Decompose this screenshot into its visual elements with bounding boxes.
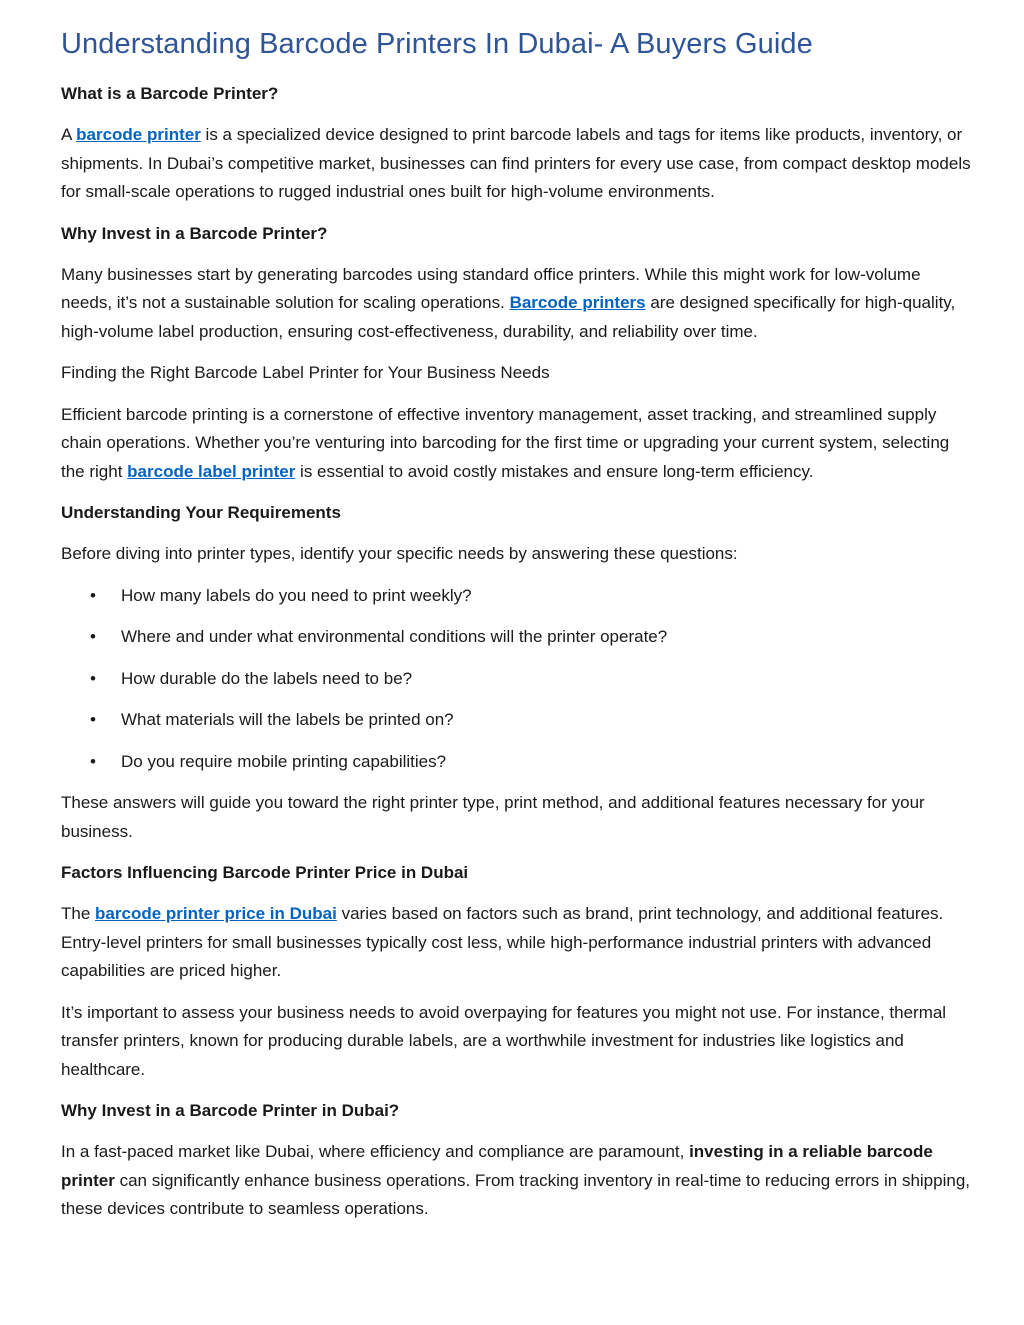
- questions-list: [61, 582, 971, 777]
- paragraph-fast-paced: [61, 1138, 971, 1224]
- barcode-label-printer-link[interactable]: barcode label printer: [127, 461, 296, 481]
- paragraph-why-invest: [61, 261, 971, 347]
- text: A: [61, 125, 77, 144]
- list-item-text: Do you require mobile printing capabilities?: [121, 751, 447, 771]
- paragraph-these-answers: These answers will guide you toward the right printer type, print method, and additional features necessary for your business.: [61, 793, 925, 841]
- bullet-icon: •: [90, 668, 96, 688]
- paragraph-finding-right: Finding the Right Barcode Label Printer for Your Business Needs: [61, 363, 550, 382]
- heading-why-invest: Why Invest in a Barcode Printer?: [61, 223, 328, 243]
- text: Efficient barcode printing is a cornerstone of effective inventory management, asset tracking, and streamlined supply chain operations. Whether you’re venturing into barcoding for the first time or upgrading your current system, selecting the right: [61, 404, 950, 481]
- paragraph-what-is: [61, 121, 971, 207]
- text: can significantly enhance business operations. From tracking inventory in real-time to reducing errors in shipping, these devices contribute to seamless operations.: [61, 1170, 970, 1218]
- text: is essential to avoid costly mistakes and ensure long-term efficiency.: [295, 461, 814, 481]
- emphasis-text: investing in a reliable barcode printer: [61, 1142, 933, 1190]
- barcode-printer-price-link[interactable]: barcode printer price in Dubai: [95, 904, 337, 923]
- document-page: [61, 22, 971, 1237]
- paragraph-assess-needs: It’s important to assess your business needs to avoid overpaying for features you might not use. For instance, thermal transfer printers, known for producing durable labels, are a worthwhile investment for industries like logistics and healthcare.: [61, 1002, 947, 1079]
- paragraph-efficient: [61, 401, 971, 487]
- list-item-text: What materials will the labels be printed on?: [121, 710, 454, 729]
- heading-requirements: Understanding Your Requirements: [61, 503, 341, 522]
- text: The: [61, 904, 96, 923]
- heading-why-invest-dubai: Why Invest in a Barcode Printer in Dubai?: [61, 1101, 400, 1120]
- paragraph-price: [61, 900, 971, 986]
- paragraph-before-diving: Before diving into printer types, identify your specific needs by answering these questions:: [61, 544, 738, 563]
- heading-what-is: What is a Barcode Printer?: [61, 84, 279, 103]
- text: is a specialized device designed to print barcode labels and tags for items like products, inventory, or shipments. In Dubai’s competitive market, businesses can find printers for every use case, from compact desktop models for small-scale operations to rugged industrial ones built for high-volume environments.: [61, 125, 971, 201]
- barcode-printers-link[interactable]: Barcode printers: [509, 293, 646, 312]
- barcode-printer-link[interactable]: barcode printer: [76, 125, 201, 144]
- bullet-icon: •: [90, 627, 96, 646]
- page-title: Understanding Barcode Printers In Dubai- A Buyers Guide: [61, 28, 813, 60]
- list-item-text: How durable do the labels need to be?: [121, 668, 413, 688]
- list-item-text: How many labels do you need to print weekly?: [121, 585, 472, 605]
- list-item: [90, 623, 971, 652]
- bullet-icon: •: [90, 751, 96, 771]
- list-item: [90, 665, 971, 694]
- text: Many businesses start by generating barcodes using standard office printers. While this might work for low-volume needs, it’s not a sustainable solution for scaling operations.: [61, 264, 921, 312]
- list-item: [90, 748, 971, 777]
- heading-factors: Factors Influencing Barcode Printer Price in Dubai: [61, 863, 469, 882]
- bullet-icon: •: [90, 585, 96, 605]
- text: In a fast-paced market like Dubai, where efficiency and compliance are paramount,: [61, 1142, 690, 1161]
- bullet-icon: •: [90, 710, 96, 729]
- text: varies based on factors such as brand, print technology, and additional features. Entry-level printers for small businesses typically cost less, while high-performance industrial printers with advanced capabilities are priced higher.: [61, 904, 944, 980]
- list-item: [90, 706, 971, 735]
- list-item-text: Where and under what environmental conditions will the printer operate?: [121, 627, 668, 646]
- list-item: [90, 582, 971, 611]
- text: are designed specifically for high-quality, high-volume label production, ensuring cost-effectiveness, durability, and reliability over time.: [61, 293, 956, 341]
